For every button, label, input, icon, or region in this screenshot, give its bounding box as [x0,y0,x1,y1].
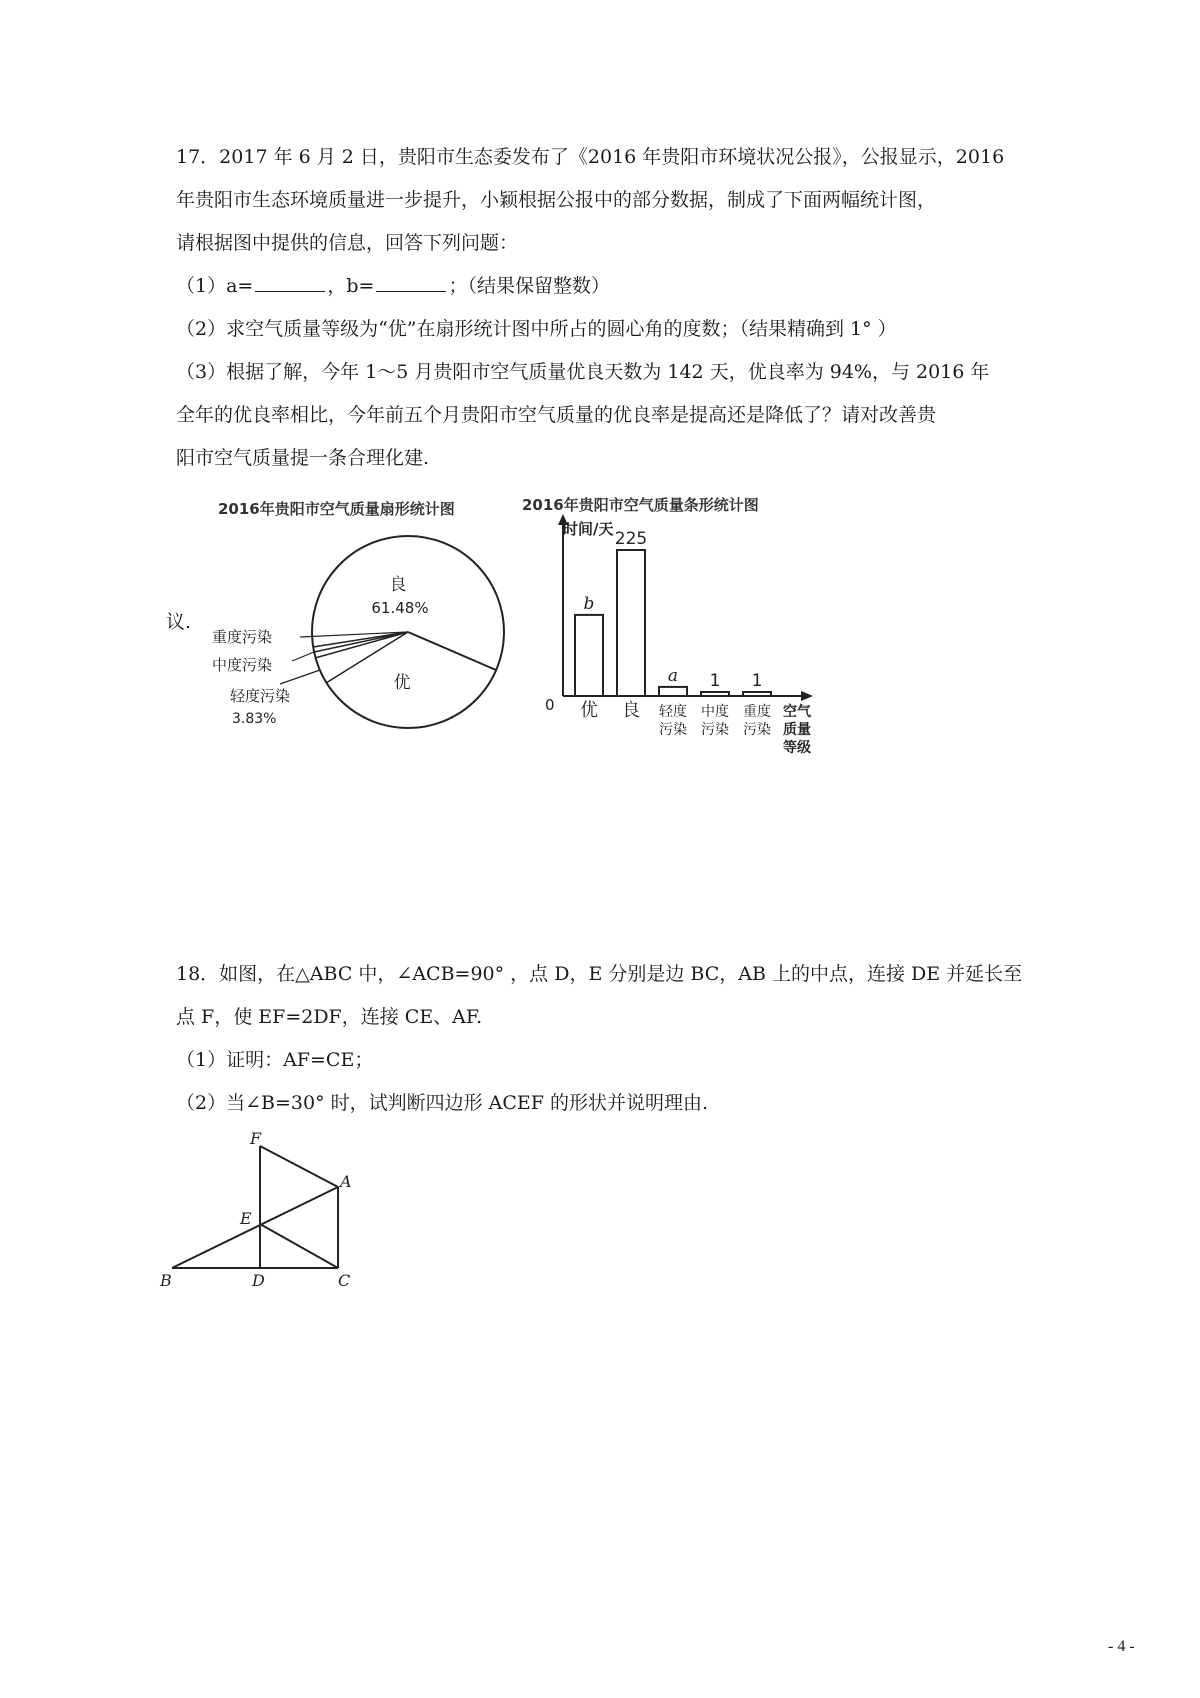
category-label-4-0: 重度 [743,704,771,720]
x-axis-label-group [783,703,812,756]
pie-chart-title: 2016年贵阳市空气质量扇形统计图 [218,500,455,518]
pie-boundary-liang-you [408,632,496,670]
bar-value-label-4: 1 [751,671,763,691]
q17-part-1-b-label: ，b= [327,275,375,297]
pie-boundary-zhongdu-zhongdu [314,632,408,652]
q17-part-2: （2）求空气质量等级为“优”在扇形统计图中所占的圆心角的度数；（结果精确到 1° ） [176,318,897,340]
segment-FA [260,1146,338,1187]
pie-label-zhongdu-moderate: 中度污染 [212,656,273,674]
pie-percent-liang: 61.48% [371,599,429,617]
point-label-A: A [340,1172,352,1191]
point-label-F: F [250,1129,262,1148]
x-axis-label-line-2: 等级 [783,740,811,756]
bar-value-label-0: b [583,593,595,614]
category-label-0-0: 优 [580,700,598,721]
point-label-C: C [338,1271,351,1290]
bar-4 [743,692,771,696]
origin-label: 0 [545,696,555,714]
q17-part-1 [176,272,610,300]
bars-group [575,529,771,738]
q17-line-2: 年贵阳市生态环境质量进一步提升，小颖根据公报中的部分数据，制成了下面两幅统计图， [176,189,937,211]
point-label-D: D [252,1271,265,1290]
bar-2 [659,687,687,696]
pie-label-zhongdu-severe: 重度污染 [212,628,273,646]
bar-3 [701,692,729,696]
bar-0 [575,615,603,696]
x-axis-label-line-1: 质量 [783,722,811,738]
pie-label-qingdu: 轻度污染 [230,687,291,705]
category-label-1-0: 良 [622,700,640,721]
q17-line-3: 请根据图中提供的信息，回答下列问题： [176,232,519,254]
q17-part-1-a-label: （1）a= [176,275,254,297]
bar-value-label-1: 225 [614,529,648,549]
x-axis-arrow [801,691,813,701]
q17-trailing-char: 议. [166,611,192,633]
category-label-3-1: 污染 [701,722,729,738]
category-label-4-1: 污染 [743,722,771,738]
q18-part-1: （1）证明：AF=CE； [176,1049,374,1071]
pie-chart [210,520,520,805]
page-number: - 4 - [1108,1638,1135,1655]
leader-qingdu-wuran [280,670,320,684]
q17-line-1: 17．2017 年 6 月 2 日，贵阳市生态委发布了《2016 年贵阳市环境状况公报》，公报显示，2016 [176,146,1005,168]
category-label-3-0: 中度 [701,704,729,720]
category-label-2-0: 轻度 [659,704,687,720]
point-label-E: E [240,1209,252,1228]
bar-chart-title: 2016年贵阳市空气质量条形统计图 [522,496,759,514]
segment-EC [260,1224,338,1268]
q18-part-2: （2）当∠B=30° 时，试判断四边形 ACEF 的形状并说明理由. [176,1092,709,1114]
y-axis-label: 时间/天 [563,520,614,538]
answer-blank-b [376,273,446,292]
triangle-figure [160,1129,370,1295]
bar-value-label-3: 1 [709,671,721,691]
q17-part-1-note: ；（结果保留整数） [448,275,610,297]
pie-percent-qingdu: 3.83% [232,711,277,727]
point-label-B: B [160,1271,172,1290]
q18-line-1: 18．如图，在△ABC 中，∠ACB=90° ，点 D，E 分别是边 BC，AB 上的中点，连接 DE 并延长至 [176,963,1023,985]
q18-line-2: 点 F，使 EF=2DF，连接 CE、AF. [176,1006,483,1028]
x-axis-label-line-0: 空气 [783,704,811,720]
bar-1 [617,550,645,696]
q17-part-3-line-1: （3）根据了解，今年 1～5 月贵阳市空气质量优良天数为 142 天，优良率为 94%，与 2016 年 [176,361,990,383]
category-label-2-1: 污染 [659,722,687,738]
leader-zhongdu-wuran-2 [292,652,314,661]
pie-label-you: 优 [393,673,411,693]
segment-BA [172,1187,338,1268]
q17-part-3-line-3: 阳市空气质量提一条合理化建. [176,447,430,469]
bar-value-label-2: a [667,665,679,686]
q17-part-3-line-2: 全年的优良率相比，今年前五个月贵阳市空气质量的优良率是提高还是降低了？请对改善贵 [176,404,937,426]
bar-chart [535,510,845,770]
answer-blank-a [255,273,325,292]
pie-label-liang: 良 [389,575,407,595]
